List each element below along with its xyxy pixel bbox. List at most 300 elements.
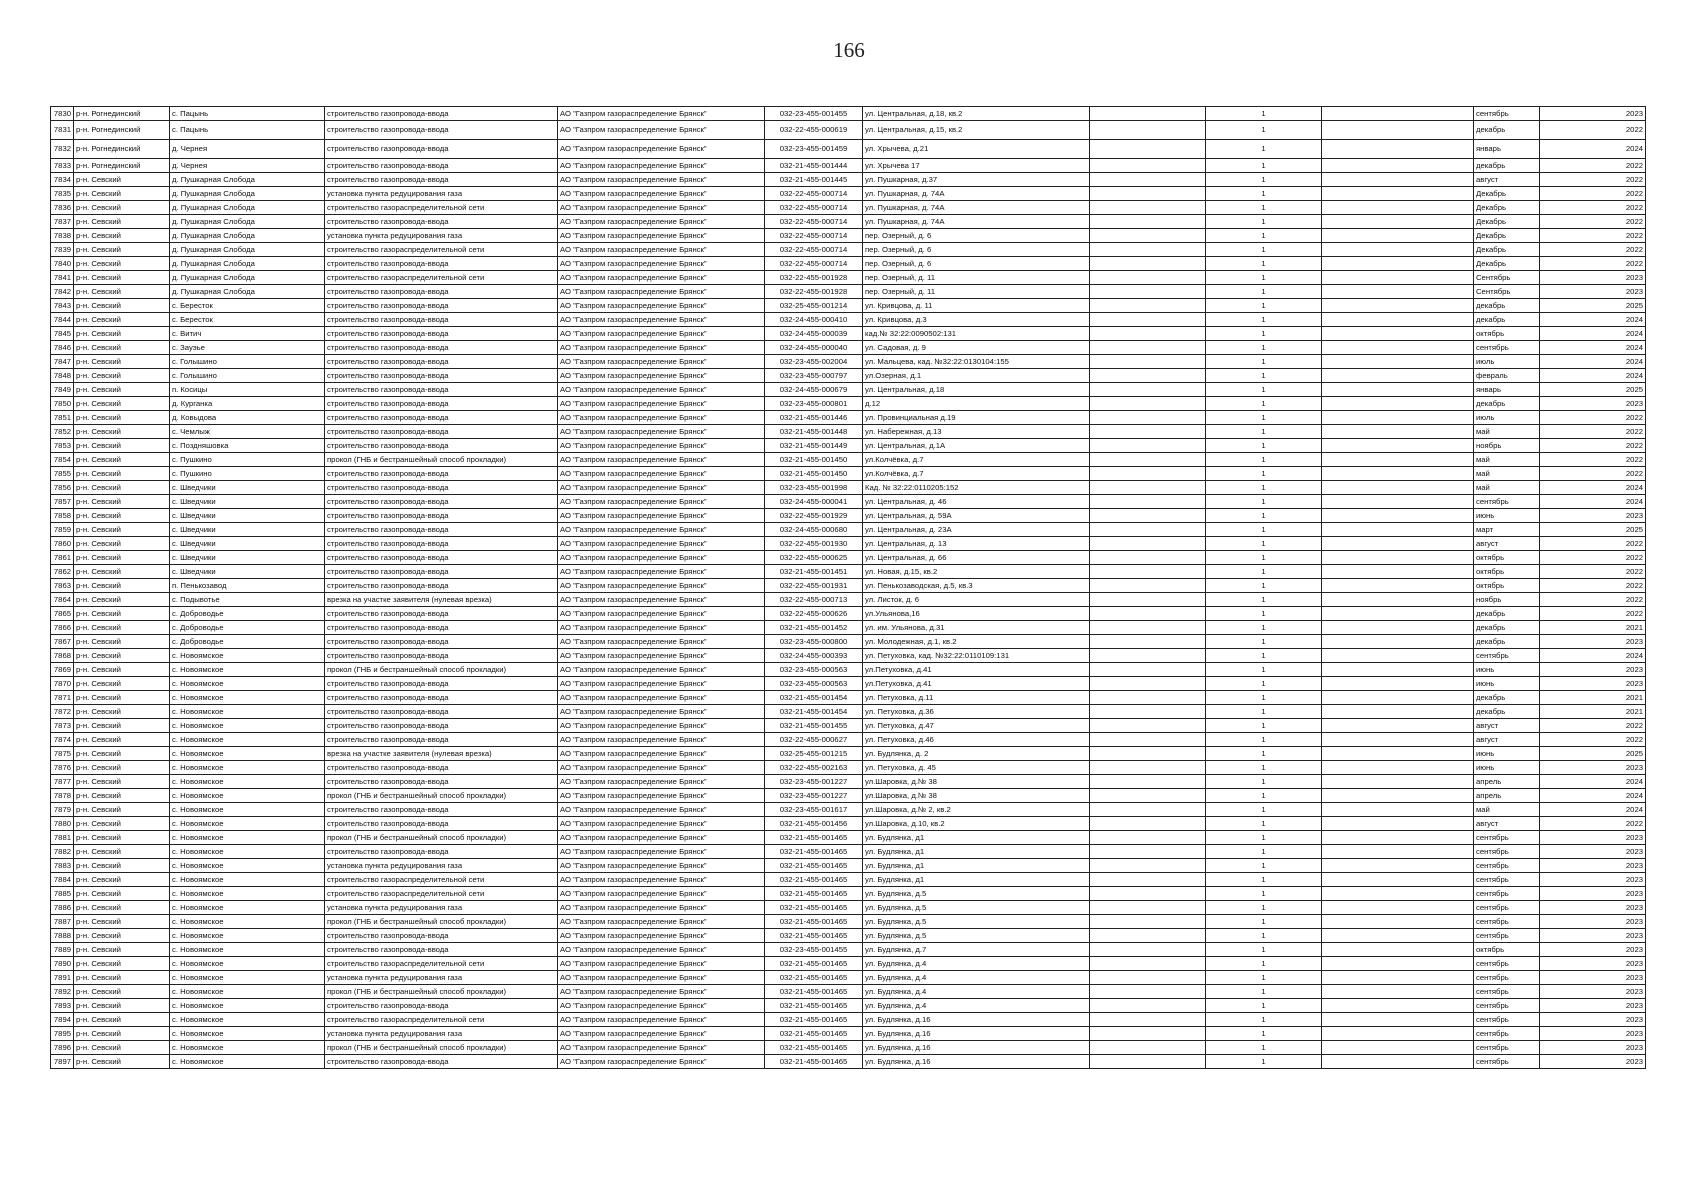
empty-cell xyxy=(1090,1041,1206,1055)
row-number-cell: 7839 xyxy=(51,243,74,257)
month-cell: Декабрь xyxy=(1474,229,1540,243)
year-cell: 2022 xyxy=(1540,425,1646,439)
district-cell: р-н. Севский xyxy=(74,691,170,705)
settlement-cell: д. Пушкарная Слобода xyxy=(170,215,325,229)
quantity-cell: 1 xyxy=(1206,831,1322,845)
month-cell: сентябрь xyxy=(1474,915,1540,929)
row-number-cell: 7853 xyxy=(51,439,74,453)
month-cell: июнь xyxy=(1474,747,1540,761)
district-cell: р-н. Севский xyxy=(74,327,170,341)
settlement-cell: с. Шведчики xyxy=(170,551,325,565)
application-code-cell: 032-22-455-000619 xyxy=(765,121,863,140)
table-row xyxy=(51,943,1646,957)
quantity-cell: 1 xyxy=(1206,873,1322,887)
month-cell: декабрь xyxy=(1474,607,1540,621)
address-cell: ул. Центральная, д. 23А xyxy=(863,523,1090,537)
organization-cell: АО "Газпром газораспределение Брянск" xyxy=(558,383,765,397)
organization-cell: АО "Газпром газораспределение Брянск" xyxy=(558,803,765,817)
district-cell: р-н. Рогнединский xyxy=(74,159,170,173)
empty-cell xyxy=(1090,523,1206,537)
settlement-cell: с. Новоямское xyxy=(170,1041,325,1055)
organization-cell: АО "Газпром газораспределение Брянск" xyxy=(558,107,765,121)
district-cell: р-н. Севский xyxy=(74,355,170,369)
month-cell: декабрь xyxy=(1474,121,1540,140)
empty-cell xyxy=(1322,121,1474,140)
organization-cell: АО "Газпром газораспределение Брянск" xyxy=(558,439,765,453)
table-row xyxy=(51,383,1646,397)
table-row xyxy=(51,719,1646,733)
district-cell: р-н. Севский xyxy=(74,607,170,621)
settlement-cell: с. Бересток xyxy=(170,299,325,313)
quantity-cell: 1 xyxy=(1206,593,1322,607)
work-type-cell: строительство газопровода-ввода xyxy=(325,551,558,565)
quantity-cell: 1 xyxy=(1206,215,1322,229)
work-type-cell: прокол (ГНБ и бестраншейный способ прокладки) xyxy=(325,831,558,845)
district-cell: р-н. Севский xyxy=(74,887,170,901)
empty-cell xyxy=(1090,453,1206,467)
application-code-cell: 032-24-455-000680 xyxy=(765,523,863,537)
organization-cell: АО "Газпром газораспределение Брянск" xyxy=(558,341,765,355)
settlement-cell: с. Шведчики xyxy=(170,565,325,579)
settlement-cell: с. Новоямское xyxy=(170,845,325,859)
application-code-cell: 032-23-455-000800 xyxy=(765,635,863,649)
month-cell: сентябрь xyxy=(1474,887,1540,901)
organization-cell: АО "Газпром газораспределение Брянск" xyxy=(558,775,765,789)
district-cell: р-н. Севский xyxy=(74,789,170,803)
year-cell: 2024 xyxy=(1540,369,1646,383)
year-cell: 2023 xyxy=(1540,859,1646,873)
year-cell: 2023 xyxy=(1540,761,1646,775)
settlement-cell: с. Новоямское xyxy=(170,761,325,775)
row-number-cell: 7846 xyxy=(51,341,74,355)
year-cell: 2023 xyxy=(1540,635,1646,649)
settlement-cell: с. Новоямское xyxy=(170,817,325,831)
register-table xyxy=(50,106,1646,1069)
work-type-cell: строительство газопровода-ввода xyxy=(325,999,558,1013)
quantity-cell: 1 xyxy=(1206,635,1322,649)
empty-cell xyxy=(1090,649,1206,663)
address-cell: ул. Петуховка, д.36 xyxy=(863,705,1090,719)
work-type-cell: строительство газопровода-ввода xyxy=(325,705,558,719)
month-cell: апрель xyxy=(1474,789,1540,803)
empty-cell xyxy=(1090,873,1206,887)
table-row xyxy=(51,173,1646,187)
district-cell: р-н. Севский xyxy=(74,593,170,607)
empty-cell xyxy=(1090,817,1206,831)
table-row xyxy=(51,1041,1646,1055)
address-cell: д.12 xyxy=(863,397,1090,411)
work-type-cell: строительство газораспределительной сети xyxy=(325,873,558,887)
row-number-cell: 7848 xyxy=(51,369,74,383)
month-cell: май xyxy=(1474,467,1540,481)
quantity-cell: 1 xyxy=(1206,411,1322,425)
quantity-cell: 1 xyxy=(1206,1013,1322,1027)
row-number-cell: 7857 xyxy=(51,495,74,509)
district-cell: р-н. Севский xyxy=(74,831,170,845)
row-number-cell: 7834 xyxy=(51,173,74,187)
work-type-cell: прокол (ГНБ и бестраншейный способ прокладки) xyxy=(325,985,558,999)
quantity-cell: 1 xyxy=(1206,733,1322,747)
quantity-cell: 1 xyxy=(1206,929,1322,943)
empty-cell xyxy=(1090,971,1206,985)
empty-cell xyxy=(1322,831,1474,845)
quantity-cell: 1 xyxy=(1206,943,1322,957)
quantity-cell: 1 xyxy=(1206,579,1322,593)
year-cell: 2022 xyxy=(1540,121,1646,140)
settlement-cell: с. Новоямское xyxy=(170,747,325,761)
year-cell: 2023 xyxy=(1540,915,1646,929)
work-type-cell: строительство газопровода-ввода xyxy=(325,467,558,481)
row-number-cell: 7867 xyxy=(51,635,74,649)
year-cell: 2022 xyxy=(1540,593,1646,607)
organization-cell: АО "Газпром газораспределение Брянск" xyxy=(558,593,765,607)
organization-cell: АО "Газпром газораспределение Брянск" xyxy=(558,285,765,299)
month-cell: сентябрь xyxy=(1474,957,1540,971)
table-row xyxy=(51,159,1646,173)
row-number-cell: 7881 xyxy=(51,831,74,845)
row-number-cell: 7854 xyxy=(51,453,74,467)
year-cell: 2023 xyxy=(1540,285,1646,299)
row-number-cell: 7871 xyxy=(51,691,74,705)
month-cell: Сентябрь xyxy=(1474,285,1540,299)
work-type-cell: строительство газопровода-ввода xyxy=(325,803,558,817)
year-cell: 2022 xyxy=(1540,719,1646,733)
work-type-cell: установка пункта редуцирования газа xyxy=(325,1027,558,1041)
empty-cell xyxy=(1322,761,1474,775)
district-cell: р-н. Севский xyxy=(74,565,170,579)
district-cell: р-н. Севский xyxy=(74,1055,170,1069)
year-cell: 2024 xyxy=(1540,327,1646,341)
quantity-cell: 1 xyxy=(1206,201,1322,215)
organization-cell: АО "Газпром газораспределение Брянск" xyxy=(558,999,765,1013)
empty-cell xyxy=(1322,355,1474,369)
district-cell: р-н. Севский xyxy=(74,971,170,985)
year-cell: 2024 xyxy=(1540,803,1646,817)
district-cell: р-н. Севский xyxy=(74,1041,170,1055)
organization-cell: АО "Газпром газораспределение Брянск" xyxy=(558,719,765,733)
row-number-cell: 7850 xyxy=(51,397,74,411)
month-cell: ноябрь xyxy=(1474,439,1540,453)
row-number-cell: 7890 xyxy=(51,957,74,971)
row-number-cell: 7874 xyxy=(51,733,74,747)
application-code-cell: 032-22-455-000714 xyxy=(765,201,863,215)
quantity-cell: 1 xyxy=(1206,229,1322,243)
empty-cell xyxy=(1090,187,1206,201)
organization-cell: АО "Газпром газораспределение Брянск" xyxy=(558,929,765,943)
district-cell: р-н. Севский xyxy=(74,649,170,663)
settlement-cell: с. Новоямское xyxy=(170,705,325,719)
quantity-cell: 1 xyxy=(1206,453,1322,467)
settlement-cell: с. Шведчики xyxy=(170,509,325,523)
quantity-cell: 1 xyxy=(1206,607,1322,621)
settlement-cell: с. Новоямское xyxy=(170,719,325,733)
row-number-cell: 7860 xyxy=(51,537,74,551)
year-cell: 2022 xyxy=(1540,565,1646,579)
work-type-cell: строительство газопровода-ввода xyxy=(325,509,558,523)
row-number-cell: 7849 xyxy=(51,383,74,397)
application-code-cell: 032-21-455-001465 xyxy=(765,1055,863,1069)
empty-cell xyxy=(1090,607,1206,621)
table-row xyxy=(51,271,1646,285)
organization-cell: АО "Газпром газораспределение Брянск" xyxy=(558,495,765,509)
address-cell: ул.Озерная, д.1 xyxy=(863,369,1090,383)
month-cell: август xyxy=(1474,719,1540,733)
settlement-cell: с. Новоямское xyxy=(170,677,325,691)
work-type-cell: строительство газопровода-ввода xyxy=(325,140,558,159)
quantity-cell: 1 xyxy=(1206,121,1322,140)
settlement-cell: с. Новоямское xyxy=(170,831,325,845)
row-number-cell: 7838 xyxy=(51,229,74,243)
empty-cell xyxy=(1090,551,1206,565)
empty-cell xyxy=(1090,887,1206,901)
application-code-cell: 032-23-455-001455 xyxy=(765,107,863,121)
table-row xyxy=(51,285,1646,299)
row-number-cell: 7865 xyxy=(51,607,74,621)
settlement-cell: с. Пушкино xyxy=(170,453,325,467)
month-cell: сентябрь xyxy=(1474,1055,1540,1069)
table-row xyxy=(51,999,1646,1013)
quantity-cell: 1 xyxy=(1206,957,1322,971)
address-cell: ул. Центральная, д.1А xyxy=(863,439,1090,453)
work-type-cell: строительство газопровода-ввода xyxy=(325,565,558,579)
settlement-cell: д. Курганка xyxy=(170,397,325,411)
organization-cell: АО "Газпром газораспределение Брянск" xyxy=(558,481,765,495)
district-cell: р-н. Рогнединский xyxy=(74,107,170,121)
empty-cell xyxy=(1090,285,1206,299)
row-number-cell: 7863 xyxy=(51,579,74,593)
district-cell: р-н. Севский xyxy=(74,901,170,915)
district-cell: р-н. Севский xyxy=(74,957,170,971)
district-cell: р-н. Севский xyxy=(74,243,170,257)
work-type-cell: прокол (ГНБ и бестраншейный способ прокладки) xyxy=(325,1041,558,1055)
district-cell: р-н. Севский xyxy=(74,1027,170,1041)
year-cell: 2023 xyxy=(1540,1041,1646,1055)
quantity-cell: 1 xyxy=(1206,845,1322,859)
district-cell: р-н. Севский xyxy=(74,425,170,439)
month-cell: декабрь xyxy=(1474,635,1540,649)
address-cell: ул. Будлянка, д1 xyxy=(863,873,1090,887)
organization-cell: АО "Газпром газораспределение Брянск" xyxy=(558,215,765,229)
application-code-cell: 032-22-455-000713 xyxy=(765,593,863,607)
empty-cell xyxy=(1090,481,1206,495)
district-cell: р-н. Севский xyxy=(74,985,170,999)
table-row xyxy=(51,1013,1646,1027)
settlement-cell: с. Голышино xyxy=(170,369,325,383)
organization-cell: АО "Газпром газораспределение Брянск" xyxy=(558,691,765,705)
empty-cell xyxy=(1322,1013,1474,1027)
table-row xyxy=(51,957,1646,971)
quantity-cell: 1 xyxy=(1206,1041,1322,1055)
work-type-cell: строительство газопровода-ввода xyxy=(325,733,558,747)
table-row xyxy=(51,677,1646,691)
table-row xyxy=(51,817,1646,831)
application-code-cell: 032-21-455-001452 xyxy=(765,621,863,635)
work-type-cell: строительство газораспределительной сети xyxy=(325,271,558,285)
organization-cell: АО "Газпром газораспределение Брянск" xyxy=(558,663,765,677)
work-type-cell: строительство газопровода-ввода xyxy=(325,845,558,859)
district-cell: р-н. Севский xyxy=(74,551,170,565)
row-number-cell: 7870 xyxy=(51,677,74,691)
table-row xyxy=(51,481,1646,495)
settlement-cell: с. Новоямское xyxy=(170,971,325,985)
organization-cell: АО "Газпром газораспределение Брянск" xyxy=(558,1013,765,1027)
district-cell: р-н. Севский xyxy=(74,705,170,719)
work-type-cell: строительство газопровода-ввода xyxy=(325,121,558,140)
application-code-cell: 032-23-455-001617 xyxy=(765,803,863,817)
year-cell: 2024 xyxy=(1540,789,1646,803)
quantity-cell: 1 xyxy=(1206,649,1322,663)
organization-cell: АО "Газпром газораспределение Брянск" xyxy=(558,985,765,999)
organization-cell: АО "Газпром газораспределение Брянск" xyxy=(558,649,765,663)
year-cell: 2023 xyxy=(1540,873,1646,887)
table-row xyxy=(51,369,1646,383)
address-cell: ул. Новая, д.15, кв.2 xyxy=(863,565,1090,579)
month-cell: сентябрь xyxy=(1474,649,1540,663)
district-cell: р-н. Севский xyxy=(74,411,170,425)
district-cell: р-н. Севский xyxy=(74,817,170,831)
quantity-cell: 1 xyxy=(1206,747,1322,761)
organization-cell: АО "Газпром газораспределение Брянск" xyxy=(558,1041,765,1055)
month-cell: Декабрь xyxy=(1474,215,1540,229)
year-cell: 2023 xyxy=(1540,271,1646,285)
quantity-cell: 1 xyxy=(1206,257,1322,271)
month-cell: декабрь xyxy=(1474,705,1540,719)
address-cell: ул.Ульянова,16 xyxy=(863,607,1090,621)
settlement-cell: с. Новоямское xyxy=(170,1027,325,1041)
organization-cell: АО "Газпром газораспределение Брянск" xyxy=(558,817,765,831)
quantity-cell: 1 xyxy=(1206,775,1322,789)
address-cell: пер. Озерный, д. 6 xyxy=(863,243,1090,257)
settlement-cell: д. Пушкарная Слобода xyxy=(170,229,325,243)
settlement-cell: с. Новоямское xyxy=(170,887,325,901)
month-cell: ноябрь xyxy=(1474,593,1540,607)
organization-cell: АО "Газпром газораспределение Брянск" xyxy=(558,327,765,341)
row-number-cell: 7896 xyxy=(51,1041,74,1055)
row-number-cell: 7893 xyxy=(51,999,74,1013)
organization-cell: АО "Газпром газораспределение Брянск" xyxy=(558,565,765,579)
row-number-cell: 7878 xyxy=(51,789,74,803)
year-cell: 2023 xyxy=(1540,971,1646,985)
empty-cell xyxy=(1090,341,1206,355)
organization-cell: АО "Газпром газораспределение Брянск" xyxy=(558,1055,765,1069)
year-cell: 2023 xyxy=(1540,831,1646,845)
quantity-cell: 1 xyxy=(1206,313,1322,327)
empty-cell xyxy=(1322,747,1474,761)
year-cell: 2022 xyxy=(1540,173,1646,187)
work-type-cell: строительство газопровода-ввода xyxy=(325,425,558,439)
table-row xyxy=(51,607,1646,621)
empty-cell xyxy=(1090,915,1206,929)
organization-cell: АО "Газпром газораспределение Брянск" xyxy=(558,411,765,425)
application-code-cell: 032-24-455-000410 xyxy=(765,313,863,327)
year-cell: 2023 xyxy=(1540,957,1646,971)
empty-cell xyxy=(1322,201,1474,215)
settlement-cell: с. Новоямское xyxy=(170,691,325,705)
quantity-cell: 1 xyxy=(1206,509,1322,523)
empty-cell xyxy=(1090,140,1206,159)
empty-cell xyxy=(1322,411,1474,425)
empty-cell xyxy=(1322,803,1474,817)
district-cell: р-н. Севский xyxy=(74,859,170,873)
empty-cell xyxy=(1322,901,1474,915)
work-type-cell: строительство газопровода-ввода xyxy=(325,943,558,957)
row-number-cell: 7855 xyxy=(51,467,74,481)
work-type-cell: установка пункта редуцирования газа xyxy=(325,971,558,985)
empty-cell xyxy=(1322,453,1474,467)
empty-cell xyxy=(1322,215,1474,229)
district-cell: р-н. Севский xyxy=(74,215,170,229)
organization-cell: АО "Газпром газораспределение Брянск" xyxy=(558,537,765,551)
empty-cell xyxy=(1090,789,1206,803)
district-cell: р-н. Севский xyxy=(74,579,170,593)
quantity-cell: 1 xyxy=(1206,495,1322,509)
work-type-cell: строительство газопровода-ввода xyxy=(325,579,558,593)
month-cell: сентябрь xyxy=(1474,1027,1540,1041)
row-number-cell: 7833 xyxy=(51,159,74,173)
empty-cell xyxy=(1090,411,1206,425)
address-cell: ул. Будлянка, д.4 xyxy=(863,985,1090,999)
empty-cell xyxy=(1090,691,1206,705)
month-cell: июнь xyxy=(1474,663,1540,677)
empty-cell xyxy=(1322,243,1474,257)
month-cell: октябрь xyxy=(1474,943,1540,957)
empty-cell xyxy=(1322,565,1474,579)
organization-cell: АО "Газпром газораспределение Брянск" xyxy=(558,859,765,873)
empty-cell xyxy=(1090,845,1206,859)
empty-cell xyxy=(1090,397,1206,411)
empty-cell xyxy=(1322,621,1474,635)
empty-cell xyxy=(1090,495,1206,509)
district-cell: р-н. Севский xyxy=(74,915,170,929)
district-cell: р-н. Севский xyxy=(74,719,170,733)
table-row xyxy=(51,551,1646,565)
quantity-cell: 1 xyxy=(1206,971,1322,985)
month-cell: декабрь xyxy=(1474,159,1540,173)
row-number-cell: 7832 xyxy=(51,140,74,159)
year-cell: 2023 xyxy=(1540,985,1646,999)
empty-cell xyxy=(1090,327,1206,341)
table-row xyxy=(51,663,1646,677)
address-cell: ул. Центральная, д. 13 xyxy=(863,537,1090,551)
table-row xyxy=(51,453,1646,467)
application-code-cell: 032-21-455-001465 xyxy=(765,1041,863,1055)
settlement-cell: с. Доброводье xyxy=(170,621,325,635)
year-cell: 2022 xyxy=(1540,243,1646,257)
table-row xyxy=(51,257,1646,271)
application-code-cell: 032-23-455-001227 xyxy=(765,775,863,789)
organization-cell: АО "Газпром газораспределение Брянск" xyxy=(558,229,765,243)
year-cell: 2022 xyxy=(1540,257,1646,271)
address-cell: ул. Набережная, д.13 xyxy=(863,425,1090,439)
year-cell: 2022 xyxy=(1540,579,1646,593)
table-row xyxy=(51,915,1646,929)
organization-cell: АО "Газпром газораспределение Брянск" xyxy=(558,635,765,649)
month-cell: май xyxy=(1474,453,1540,467)
settlement-cell: с. Новоямское xyxy=(170,789,325,803)
row-number-cell: 7894 xyxy=(51,1013,74,1027)
table-row xyxy=(51,509,1646,523)
organization-cell: АО "Газпром газораспределение Брянск" xyxy=(558,257,765,271)
work-type-cell: строительство газопровода-ввода xyxy=(325,691,558,705)
month-cell: сентябрь xyxy=(1474,107,1540,121)
application-code-cell: 032-21-455-001450 xyxy=(765,453,863,467)
application-code-cell: 032-22-455-000714 xyxy=(765,229,863,243)
settlement-cell: с. Доброводье xyxy=(170,635,325,649)
row-number-cell: 7886 xyxy=(51,901,74,915)
table-row xyxy=(51,705,1646,719)
address-cell: ул. Центральная, д. 59А xyxy=(863,509,1090,523)
month-cell: Декабрь xyxy=(1474,257,1540,271)
